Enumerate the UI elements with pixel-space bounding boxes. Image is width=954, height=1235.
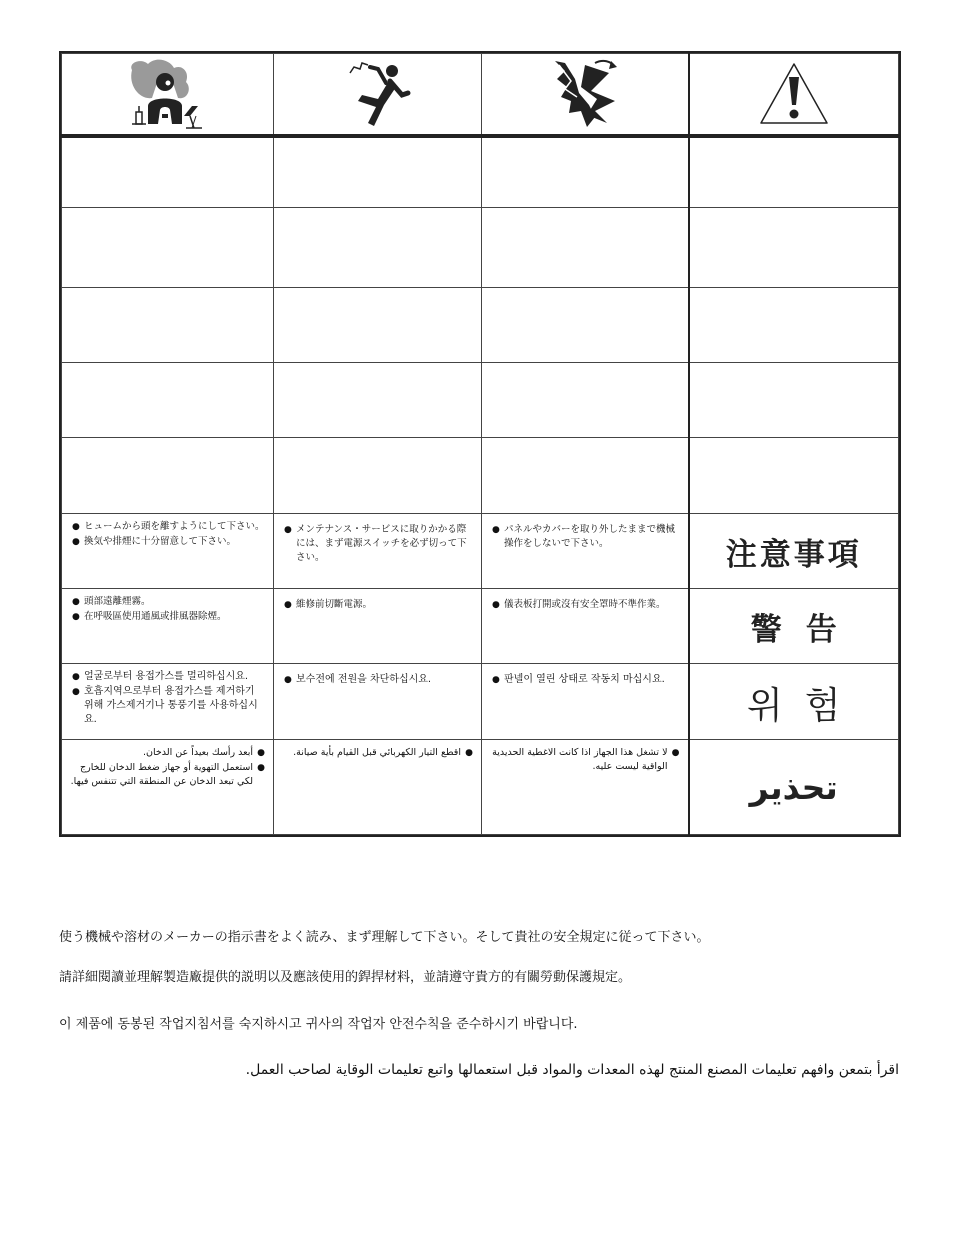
warning-triangle-icon [758, 61, 830, 127]
list-item: ● لا تشغل هذا الجهاز اذا كانت الاغطية الحديدية الواقية ليست عليه. [488, 746, 680, 774]
list-item: ● 頭部遠離煙霧。 [72, 595, 267, 609]
japanese-row [62, 514, 899, 589]
list-item: ● 보수전에 전원을 차단하십시요. [284, 673, 475, 687]
footer-arabic: اقرأ بتمعن وافهم تعليمات المصنع المنتج لهذه المعدات والمواد قبل استعمالها واتبع تعليمات الوقاية لصاحب العمل. [245, 1062, 899, 1078]
list-item: ● 儀表板打開或沒有安全罩時不準作業。 [492, 598, 682, 612]
icon-row [62, 54, 899, 136]
moving-parts-hand-hazard-icon [545, 57, 625, 131]
electric-icon-cell [274, 54, 482, 136]
list-item: ● 換気や排煙に十分留意して下さい。 [72, 535, 267, 549]
signal-word-japanese: 注意事項 [725, 536, 862, 573]
moving-parts-icon-cell [482, 54, 689, 136]
blank-row [62, 208, 899, 288]
fume-icon-cell [62, 54, 274, 136]
list-item: ● 維修前切斷電源。 [284, 598, 475, 612]
signal-word-korean: 위험 [747, 683, 863, 727]
list-item: ● 판넬이 열린 상태로 작동치 마십시요. [492, 673, 682, 687]
list-item: ● 호흡지역으로부터 용접가스를 제거하기 위해 가스제거기나 통풍기를 사용하십시요. [72, 685, 267, 727]
korean-row [62, 664, 899, 740]
footer-chinese: 請詳細閱讀並理解製造廠提供的説明以及應該使用的銲捍材料，並請遵守貴方的有關勞動保護規定。 [59, 970, 632, 985]
blank-row [62, 363, 899, 438]
signal-word-arabic: تحذير [749, 767, 838, 807]
safety-warning-table [59, 51, 901, 837]
list-item: ● أبعد رأسك بعيداً عن الدخان. [68, 746, 265, 760]
footer-korean: 이 제품에 동봉된 작업지침서를 숙지하시고 귀사의 작업자 안전수칙을 준수하시기 바랍니다. [59, 1017, 578, 1032]
footer-japanese: 使う機械や溶材のメーカーの指示書をよく読み、まず理解して下さい。そして貴社の安全規定に従って下さい。 [59, 930, 710, 945]
warning-icon-cell [689, 54, 899, 136]
warning-grid [61, 53, 899, 835]
list-item: ● メンテナンス・サービスに取りかかる際には、まず電源スイッチを必ず切って下さい。 [284, 523, 475, 565]
blank-row [62, 438, 899, 514]
blank-row [62, 288, 899, 363]
list-item: ● ヒュームから頭を離すようにして下さい。 [72, 520, 267, 534]
arabic-row [62, 740, 899, 835]
electric-shock-hazard-icon [338, 59, 418, 129]
list-item: ● استعمل التهوية أو جهاز ضغط الدخان للخارج لكي تبعد الدخان عن المنطقة التي تتنفس فيها. [68, 761, 265, 789]
list-item: ● パネルやカバーを取り外したままで機械操作をしないで下さい。 [492, 523, 682, 551]
chinese-row [62, 589, 899, 664]
fume-breathing-hazard-icon [118, 56, 218, 132]
list-item: ● اقطع التيار الكهربائي قبل القيام بأية صيانة. [280, 746, 473, 760]
signal-word-chinese: 警告 [750, 611, 861, 648]
list-item: ● 얼굴로부터 용접가스를 멀리하십시요. [72, 670, 267, 684]
blank-row [62, 136, 899, 208]
list-item: ● 在呼吸區使用通風或排風器除煙。 [72, 610, 267, 624]
